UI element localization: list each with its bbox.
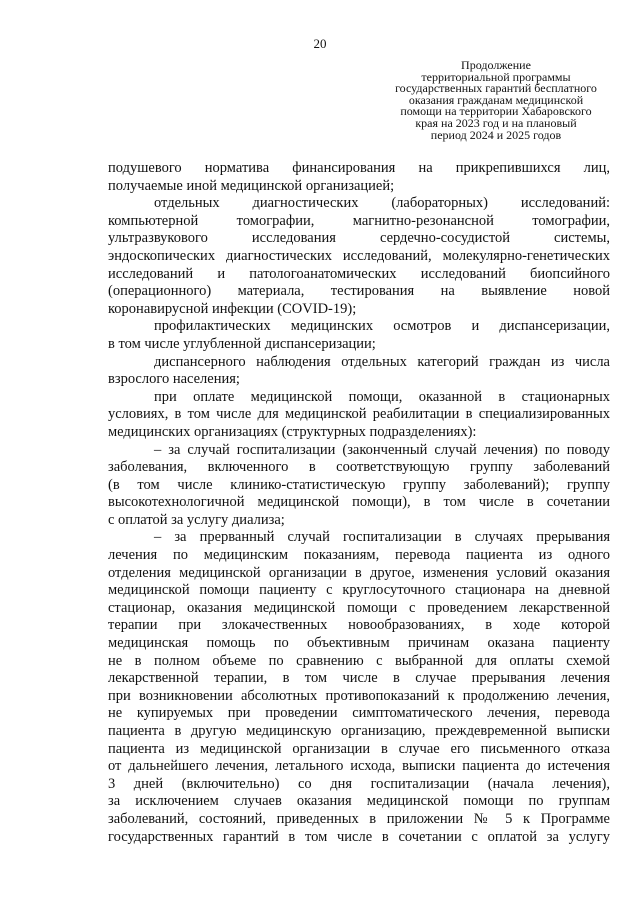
text-line: высокотехнологичной медицинской помощи), в том числе в сочетании (108, 494, 610, 511)
text-line: коронавирусной инфекции (COVID-19); (108, 300, 357, 317)
page-number: 20 (313, 36, 327, 51)
text-line: лекарственной терапии, в том числе в случае прерывания лечения (108, 670, 610, 687)
text-line: эндоскопических диагностических исследований, молекулярно-генетических (108, 247, 610, 264)
header-note-line: государственных гарантий бесплатного (395, 81, 597, 96)
text-line: заболеваний, состояний, приведенных в приложении № 5 к Программе (108, 810, 610, 827)
text-line: – за прерванный случай госпитализации в случаях прерывания (154, 529, 610, 546)
text-line: заболевания, включенного в соответствующую группу заболеваний (108, 459, 610, 476)
text-line: ультразвукового исследования сердечно-сосудистой системы, (108, 230, 610, 247)
header-note-line: Продолжение (461, 58, 531, 72)
header-note-line: территориальной программы (421, 69, 571, 84)
text-line: в том числе углубленной диспансеризации; (108, 335, 376, 352)
text-line: диспансерного наблюдения отдельных категорий граждан из числа (154, 353, 610, 370)
text-line: компьютерной томографии, магнитно-резонансной томографии, (108, 212, 610, 229)
text-line: медицинская помощь по объективным причинам оказана пациенту (108, 635, 610, 652)
header-note-line: края на 2023 год и на плановый (415, 115, 577, 130)
header-note-line: оказания гражданам медицинской (408, 92, 584, 107)
body-text (108, 160, 610, 846)
text-line: отдельных диагностических (лабораторных) исследований: (154, 195, 610, 212)
text-line: не в полном объеме по сравнению с выбранной для оплаты схемой (108, 652, 610, 669)
text-line: с оплатой за услугу диализа; (108, 511, 285, 528)
text-line: лечения по медицинским показаниям, перевода пациента из одного (108, 547, 610, 564)
text-line: профилактических медицинских осмотров и диспансеризации, (154, 318, 610, 335)
text-line: (операционного) материала, тестирования на выявление новой (108, 283, 610, 300)
header-note (380, 60, 612, 141)
text-line: получаемые иной медицинской организацией; (108, 177, 395, 194)
text-line: 3 дней (включительно) со дня госпитализации (начала лечения), (108, 775, 610, 792)
text-line: государственных гарантий в том числе в сочетании с оплатой за услугу (108, 828, 610, 845)
text-line: медицинской помощи пациенту с круглосуточного стационара на дневной (108, 582, 610, 599)
text-line: отделения медицинской организации в другое, изменения условий оказания (108, 564, 610, 581)
text-line: подушевого норматива финансирования на прикрепившихся лиц, (108, 160, 610, 176)
text-line: медицинских организациях (структурных подразделениях): (108, 423, 477, 440)
text-line: терапии при злокачественных новообразованиях, в ходе которой (108, 617, 610, 634)
text-line: от дальнейшего лечения, летального исхода, выписки пациента до истечения (108, 758, 610, 775)
text-line: при возникновении абсолютных противопоказаний к продолжению лечения, (108, 687, 610, 704)
text-line: стационар, оказания медицинской помощи с проведением лекарственной (108, 599, 610, 616)
text-line: условиях, в том числе для медицинской реабилитации в специализированных (108, 406, 610, 423)
text-line: пациента в другую медицинскую организацию, преждевременной выписки (108, 723, 610, 739)
text-line: пациента из медицинской организации в случае его письменного отказа (108, 740, 610, 757)
text-line: за исключением случаев оказания медицинской помощи по группам (108, 793, 610, 810)
text-line: при оплате медицинской помощи, оказанной в стационарных (154, 388, 610, 405)
text-line: не купируемых при проведении симптоматического лечения, перевода (108, 705, 610, 722)
text-line: (в том числе клинико-статистическую группу заболеваний); группу (108, 476, 610, 493)
text-line: взрослого населения; (108, 371, 240, 388)
header-note-line: помощи на территории Хабаровского (400, 104, 592, 119)
text-line: исследований и патологоанатомических исследований биопсийного (108, 265, 610, 282)
text-line: – за случай госпитализации (законченный случай лечения) по поводу (154, 441, 610, 458)
header-note-line: период 2024 и 2025 годов (430, 127, 562, 142)
